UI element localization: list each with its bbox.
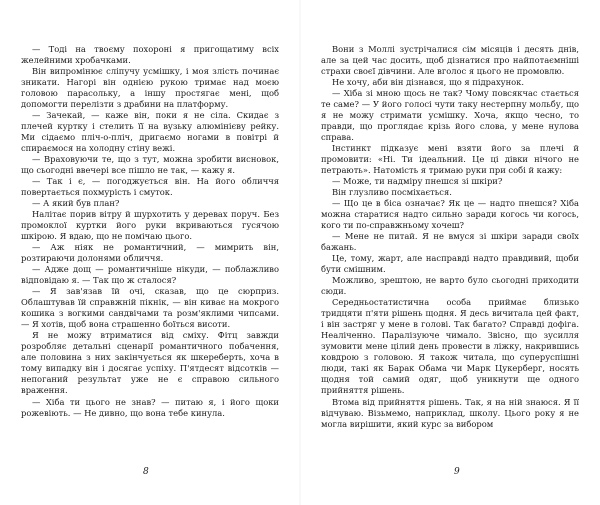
paragraph: Можливо, зрештою, не варто було сьогодні приходити сюди.	[321, 275, 579, 297]
paragraph: Інстинкт підказує мені взяти його за плечі й промовити: «Ні. Ти ідеальний. Це ці дівки нічого не петрають». Натомість я тримаю руки при собі й кажу:	[321, 143, 579, 176]
paragraph: — Хіба зі мною щось не так? Чому повсякчас стається те саме? — У його голосі чути таку нестерпну мольбу, що я не можу стримати усмішку. Хоча, якщо чесно, то правди, що проглядає крізь його слова, у мене нулова справа.	[321, 88, 579, 143]
page-number-left: 8	[143, 467, 149, 477]
paragraph: — А який був план?	[32, 198, 120, 209]
right-page	[321, 44, 579, 430]
paragraph: — Аж ніяк не романтичний, — мимрить він, розтираючи долонями обличчя.	[21, 242, 279, 264]
paragraph: — Може, ти надміру пнешся зі шкіри?	[332, 176, 503, 187]
paragraph: Він випромінює сліпучу усмішку, і моя злість починає зникати. Нагорі він однією рукою тримає над моєю головою парасольку, а іншу простягає мені, щоб допомогти перелізти з драбини на платформу.	[21, 66, 279, 110]
paragraph: — Що це в біса означає? Як це — надто пнешся? Хіба можна старатися надто сильно заради когось чи когось, кого ти по-справжньому хочеш?	[321, 198, 579, 231]
page-gutter	[299, 0, 301, 505]
page-number-right: 9	[454, 467, 460, 477]
paragraph: — Так і є, — погоджується він. На його обличчя повертається похмурість і смуток.	[21, 176, 279, 198]
paragraph: — Зачекай, — каже він, поки я не сіла. Скидає з плечей куртку і стелить її на вузьку алюмінієву рейку. Ми сідаємо пліч-о-пліч, дригаємо ногами в повітрі й спираємося на холодну стіну вежі.	[21, 110, 279, 154]
paragraph: — Мене не питай. Я не вмуся зі шкіри заради своїх бажань.	[321, 231, 579, 253]
paragraph: Він глузливо посміхається.	[332, 187, 452, 198]
paragraph: Не хочу, аби він дізнався, що я підрахунок.	[332, 77, 525, 88]
paragraph: Втома від прийняття рішень. Так, я на ній знаюся. Я її відчуваю. Візьмемо, наприклад, школу. Цього року я не могла вирішити, який курс за вибором	[321, 396, 579, 429]
left-page	[21, 44, 279, 419]
paragraph: — Адже дощ — романтичніше нікуди, — поблажливо відповідаю я. — Так що ж сталося?	[21, 264, 279, 286]
paragraph: Середньостатистична особа приймає близько тридцяти п'яти рішень щодня. Я десь вичитала цей факт, і він застряг у мене в голові. Так багато? Справді дофіга. Неаліченно. Паралізуюче чимало. Звісно, що зусилля зумовити мене цілий день провести в ліжку, накрившись ковдрою з головою. Я також читала, що суперуспішні люди, такі як Барак Обама чи Марк Цукерберг, носять щодня той самий одяг, щоб уникнути ще одного прийняття рішень.	[321, 297, 579, 396]
paragraph: — Я зав'язав їй очі, сказав, що це сюрприз. Облаштував їй справжній пікнік, — він киває на мокрого кошика з вогкими сандвічами та розм'яклими чипсами. — Я хотів, щоб вона страшенно боїться висоти.	[21, 286, 279, 330]
paragraph: Це, тому, жарт, але насправді надто правдивий, щоби бути смішним.	[321, 253, 579, 275]
paragraph: — Тоді на твоєму похороні я пригощатиму всіх желейними хробачками.	[21, 44, 279, 66]
paragraph: — Враховуючи те, що з тут, можна зробити висновок, що сьогодні ввечері все пішло не так, — кажу я.	[21, 154, 279, 176]
paragraph: Налітає порив вітру й шурхотить у деревах поруч. Без промоклої куртки його руки вкриваються гусячою шкірою. Я вдаю, що не помічаю цього.	[21, 209, 279, 242]
paragraph: Я не можу втриматися від сміху. Фітц завжди розробляє детальні сценарії романтичного побачення, але половина з них закінчується як шкереберть, хоча в тому випадку він і досягає успіху. П'ятдесят відсотків — непоганий результат уже не є справою сильного враження.	[21, 330, 279, 396]
paragraph: — Хіба ти цього не знав? — питаю я, і його щоки рожевіють. — Не дивно, що вона тебе кинула.	[21, 396, 279, 418]
paragraph: Вони з Моллі зустрічалися сім місяців і десять днів, але за цей час досить, щоб дізнатися про найпотаємніші страхи своєї дівчини. Але вголос я цього не промовлю.	[321, 44, 579, 77]
